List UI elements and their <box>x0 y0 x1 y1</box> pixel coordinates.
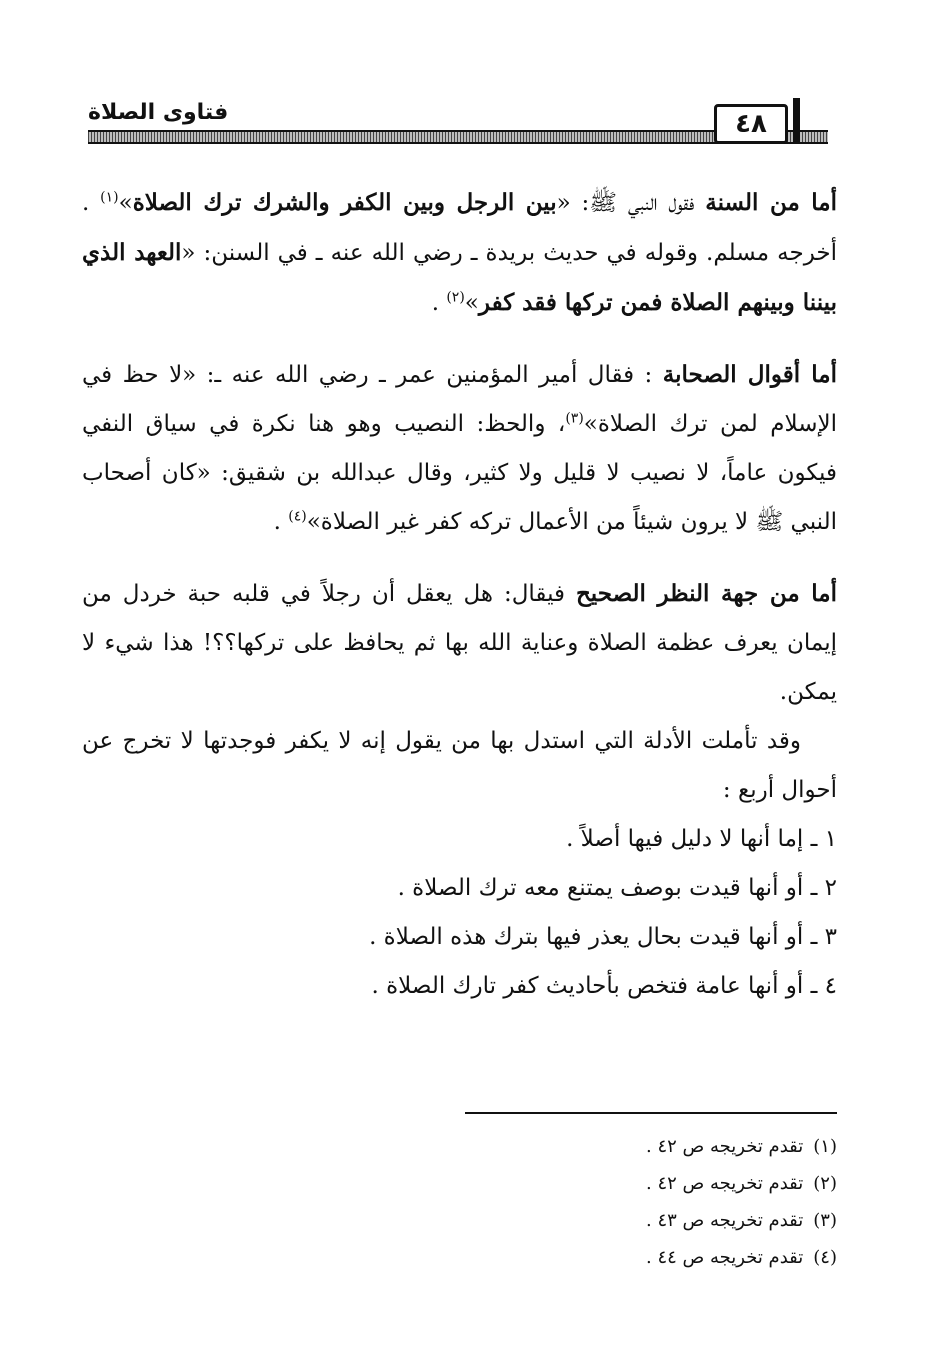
paragraph-sunnah <box>82 178 837 328</box>
footnote <box>437 1128 837 1165</box>
running-header <box>88 98 828 148</box>
page-number: ٤٨ <box>714 104 788 144</box>
book-title: فتاوى الصلاة <box>88 100 236 125</box>
footnote-separator <box>465 1112 837 1114</box>
paragraph-sahaba <box>82 350 837 547</box>
section-lead: أما أقوال الصحابة <box>662 361 837 388</box>
text-run: . <box>273 509 289 535</box>
paragraph-nazar <box>82 569 837 717</box>
list-item: ٢ ـ أو أنها قيدت بوصف يمتنع معه ترك الصلاة . <box>397 875 837 901</box>
footnotes <box>437 1128 837 1276</box>
footnote-ref: (٤) <box>288 508 307 525</box>
text-run: . <box>431 290 447 316</box>
footnote-ref: (١) <box>100 189 119 206</box>
main-text <box>82 178 837 1011</box>
text-run: ، والحظ: النصيب وهو هنا نكرة في سياق النفي فيكون عاماً، لا نصيب لا قليل ولا كثير، وقال عبدالله بن شقيق: «كان أصحاب النبي ﷺ لا يرون شيئاً من الأعمال تركه كفر غير الصلاة» <box>82 411 837 535</box>
hadith-quote: بين الرجل وبين الكفر والشرك ترك الصلاة <box>132 189 557 216</box>
footnote-text: تقدم تخريجه ص ٤٢ . <box>645 1136 804 1157</box>
paragraph-conclusion: وقد تأملت الأدلة التي استدل بها من يقول إنه لا يكفر فوجدتها لا تخرج عن أحوال أربع : <box>82 728 837 803</box>
text-run: . أخرجه مسلم. وقوله في حديث بريدة ـ رضي الله عنه ـ في السنن: « <box>82 190 837 266</box>
footnote-number: (٤) <box>813 1247 837 1268</box>
footnote-text: تقدم تخريجه ص ٤٣ . <box>645 1210 804 1231</box>
footnote-text: تقدم تخريجه ص ٤٢ . <box>645 1173 804 1194</box>
footnote-number: (٣) <box>813 1210 837 1231</box>
footnote <box>437 1239 837 1276</box>
section-lead: أما من جهة النظر الصحيح <box>575 580 837 607</box>
text-run: » <box>118 190 133 216</box>
footnote <box>437 1202 837 1239</box>
list-item: ٤ ـ أو أنها عامة فتخص بأحاديث كفر تارك الصلاة . <box>371 973 837 999</box>
footnote-number: (٢) <box>813 1173 837 1194</box>
footnote-text: تقدم تخريجه ص ٤٤ . <box>645 1247 804 1268</box>
list-item: ٣ ـ أو أنها قيدت بحال يعذر فيها بترك هذه الصلاة . <box>369 924 837 950</box>
footnote-ref: (٣) <box>565 410 584 427</box>
footnote-ref: (٢) <box>446 289 465 306</box>
footnote-number: (١) <box>813 1136 837 1157</box>
text-run: فقول النبي ﷺ: « <box>556 190 706 216</box>
text-run: » <box>464 290 479 316</box>
section-lead: أما من السنة <box>705 189 838 216</box>
list-item: ١ ـ إما أنها لا دليل فيها أصلاً . <box>566 826 837 852</box>
footnote <box>437 1165 837 1202</box>
text-run: : فقال أمير المؤمنين عمر ـ رضي الله عنه ـ: «لا حظ في الإسلام لمن ترك الصلاة» <box>82 362 837 437</box>
page-number-bar <box>793 98 800 144</box>
hadith-quote: العهد الذي بيننا وبينهم الصلاة فمن تركها فقد كفر <box>82 239 837 316</box>
text-run: فيقال: هل يعقل أن رجلاً في قلبه حبة خردل من إيمان يعرف عظمة الصلاة وعناية الله بها ثم يحافظ على تركها؟؟! هذا شيء لا يمكن. <box>82 581 837 705</box>
